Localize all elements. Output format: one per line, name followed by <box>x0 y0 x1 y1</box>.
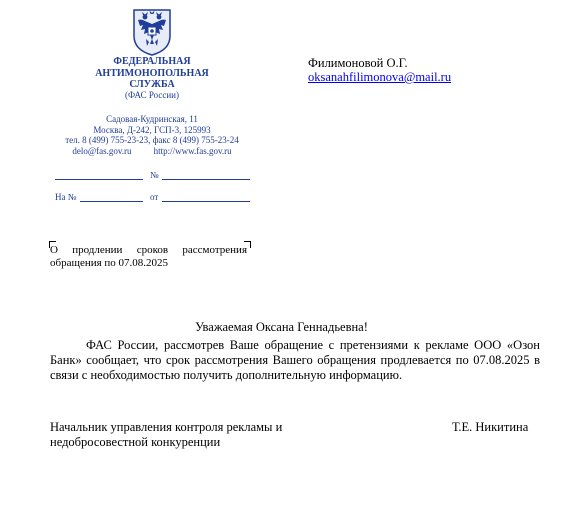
signatory-name: Т.Е. Никитина <box>452 420 529 434</box>
letter-body <box>50 338 540 383</box>
letter-greeting: Уважаемая Оксана Геннадьевна! <box>195 320 368 334</box>
letter-body-text: ФАС России, рассмотрев Ваше обращение с претензиями к рекламе ООО «Озон Банк» сообщает, что срок рассмотрения Вашего обращения продлевается по 07.08.2025 в связи с необходимостью получить дополнительную информацию. <box>50 338 540 382</box>
phone-fax: тел. 8 (499) 755-23-23, факс 8 (499) 755-23-24 <box>65 135 239 146</box>
double-headed-eagle-emblem-icon <box>130 6 174 56</box>
org-address-block <box>40 114 264 156</box>
contacts-line <box>40 146 264 157</box>
recipient-email-link[interactable]: oksanahfilimonova@mail.ru <box>308 70 452 84</box>
signatory-position <box>50 420 282 450</box>
subject-line: О продлении сроков рассмотрения <box>50 244 247 256</box>
number-sign: № <box>150 170 159 180</box>
org-website: http://www.fas.gov.ru <box>153 145 232 156</box>
org-name-line: АНТИМОНОПОЛЬНАЯ <box>95 67 209 79</box>
reg-number-line <box>162 170 250 180</box>
address-street: Садовая-Кудринская, 11 <box>106 114 198 124</box>
letter-subject <box>50 244 250 269</box>
address-city: Москва, Д-242, ГСП-3, 125993 <box>93 124 211 135</box>
ref-from-label: от <box>150 192 159 202</box>
org-name <box>50 56 254 91</box>
org-name-line: ФЕДЕРАЛЬНАЯ <box>113 56 191 67</box>
org-short-name: (ФАС России) <box>125 90 179 100</box>
ref-date-line <box>162 192 250 202</box>
org-email: delo@fas.gov.ru <box>72 145 132 156</box>
position-line: недобросовестной конкуренции <box>50 435 221 449</box>
reg-date-line <box>55 170 143 180</box>
subject-line: обращения по 07.08.2025 <box>50 256 169 269</box>
ref-number-label: На № <box>55 192 77 202</box>
ref-number-line <box>80 192 143 202</box>
recipient-name: Филимоновой О.Г. <box>308 56 408 70</box>
org-name-line: СЛУЖБА <box>129 79 175 90</box>
recipient-block <box>308 56 451 84</box>
position-line: Начальник управления контроля рекламы и <box>50 420 283 434</box>
